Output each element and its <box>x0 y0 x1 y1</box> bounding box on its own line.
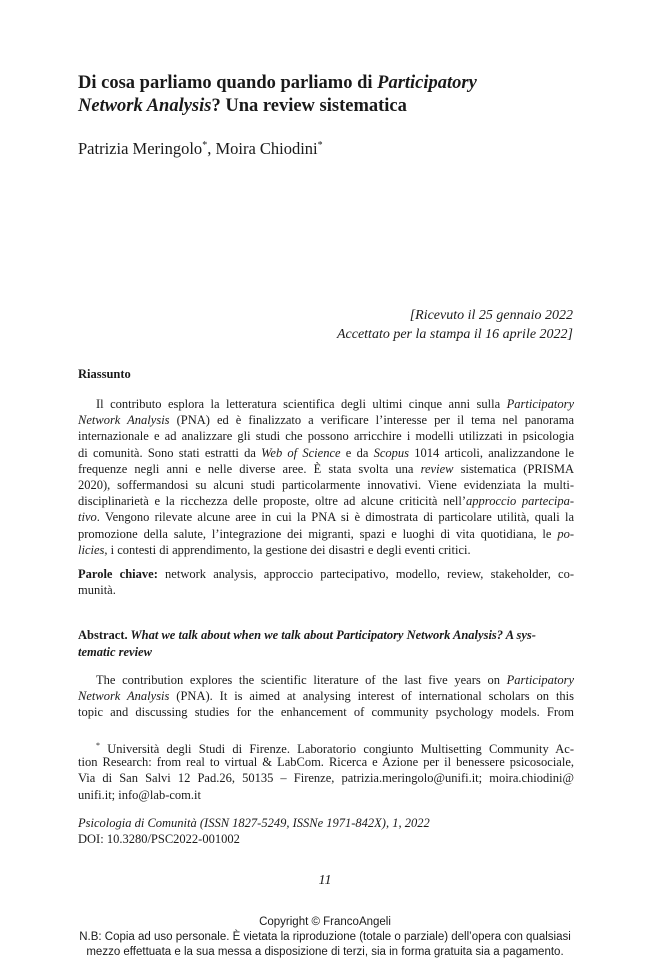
abstract-heading: Abstract. What we talk about when we talk about Participatory Network Analysis? A sys- tematic review <box>78 628 536 659</box>
riassunto-heading: Riassunto <box>78 367 131 381</box>
author-2: Moira Chiodini <box>215 139 318 158</box>
riassunto-body: Il contributo esplora la letteratura scientifica degli ultimi cinque anni sulla Participatory Network Analysis (PNA) ed è finalizzato a verificare l’interesse per il tema nel panorama internazionale e ad analizzare gli studi che possono arricchire i modelli utilizzati in psicologia di comunità. Sono stati estratti da Web of Science e da Scopus 1014 articoli, analizzandone le frequenze negli anni e nelle diverse aree. È stata svolta una review sistematica (PRISMA 2020), soffermandosi su alcuni studi particolarmente innovativi. Viene evidenziata la multi- disciplinarietà e la ricchezza delle proposte, oltre ad alcune criticità nell’approccio partecipa- tivo. Vengono rilevate alcune aree in cui la PNA si è dimostrata di particolare utilità, quali la promozione della salute, l’integrazione dei migranti, spazi e luoghi di vita quotidiana, le po- licies, i contesti di apprendimento, la gestione dei disastri e degli eventi critici. <box>78 397 575 557</box>
abstract-body: The contribution explores the scientific literature of the last five years on Participatory Network Analysis (PNA). It is aimed at analysing interest of international scholars on this topic and discussing studies for the enhancement of community psychology models. From <box>78 673 575 720</box>
keywords: Parole chiave: network analysis, approccio partecipativo, modello, review, stakeholder, co- munità. <box>78 567 574 598</box>
authors: Patrizia Meringolo*, Moira Chiodini* <box>78 139 323 158</box>
page-number: 11 <box>318 873 332 888</box>
doi: DOI: 10.3280/PSC2022-001002 <box>78 832 240 847</box>
journal-citation: Psicologia di Comunità (ISSN 1827-5249, ISSNe 1971-842X), 1, 2022 <box>78 816 430 830</box>
affiliation-footnote: * Università degli Studi di Firenze. Laboratorio congiunto Multisetting Community Ac- tion Research: from real to virtual & LabCom. Ricerca e Azione per il benessere psicosociale, Via di San Salvi 12 Pad.26, 50135 – Firenze, patrizia.meringolo@unifi.it; moira.chiodini@ unifi.it; info@lab-com.it <box>78 741 574 802</box>
author-1: Patrizia Meringolo <box>78 139 203 158</box>
keywords-label: Parole chiave: <box>78 567 158 581</box>
journal-info <box>78 815 430 847</box>
copyright-notice: Copyright © FrancoAngeli N.B: Copia ad uso personale. È vietata la riproduzione (totale o parziale) dell’opera con qualsiasi mezzo effettuata e la sua messa a disposizione di terzi, sia in forma gratuita sia a pagamento. <box>79 916 571 958</box>
article-title <box>78 72 598 118</box>
title-line-1: Di cosa parliamo quando parliamo di Participatory <box>78 73 477 93</box>
title-line-2: Network Analysis? Una review sistematica <box>78 96 407 116</box>
received-dates: [Ricevuto il 25 gennaio 2022 Accettato per la stampa il 16 aprile 2022] <box>336 308 573 342</box>
